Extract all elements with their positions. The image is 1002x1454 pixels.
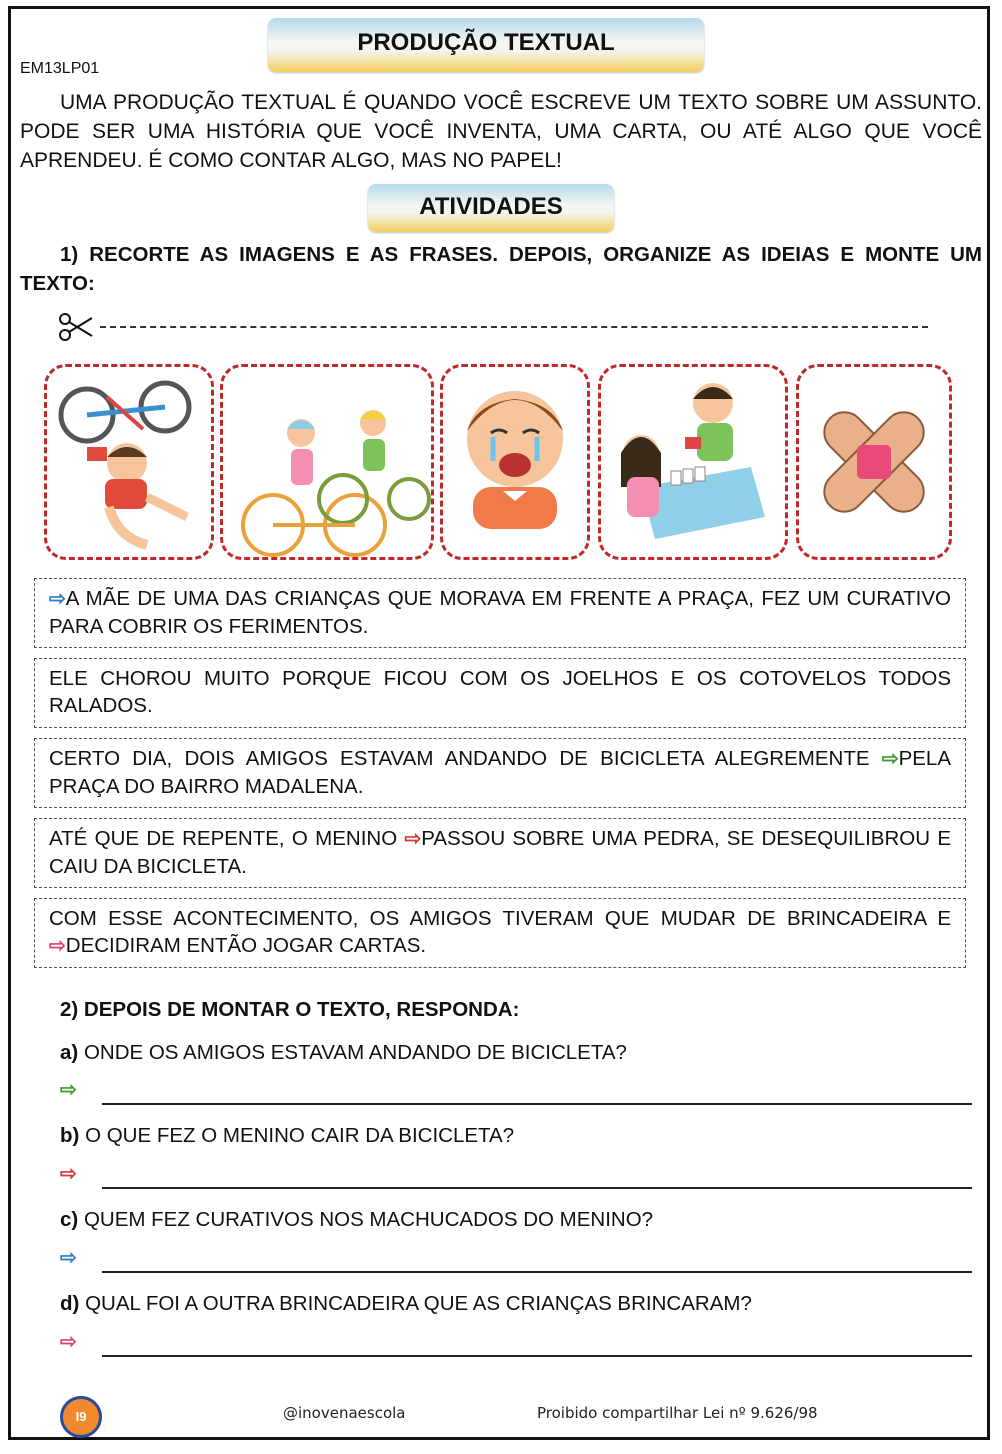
- answer-c[interactable]: [60, 1243, 972, 1273]
- boy-crying-icon: [443, 367, 587, 557]
- card-bandage[interactable]: [796, 364, 952, 560]
- sentence-box-5[interactable]: COM ESSE ACONTECIMENTO, OS AMIGOS TIVERAM QUE MUDAR DE BRINCADEIRA E ⇨DECIDIRAM ENTÃO JOGAR CARTAS.: [34, 898, 966, 968]
- question-a: a) ONDE OS AMIGOS ESTAVAM ANDANDO DE BICICLETA?: [60, 1041, 627, 1064]
- scissors-icon: [58, 312, 94, 342]
- activities-title: ATIVIDADES: [419, 193, 563, 220]
- intro-paragraph: UMA PRODUÇÃO TEXTUAL É QUANDO VOCÊ ESCREVE UM TEXTO SOBRE UM ASSUNTO. PODE SER UMA HISTÓRIA QUE VOCÊ INVENTA, UMA CARTA, OU ATÉ ALGO QUE VOCÊ APRENDEU. É COMO CONTAR ALGO, MAS NO PAPEL!: [20, 91, 982, 172]
- card-boy-crying[interactable]: [440, 364, 590, 560]
- footer-notice: Proibido compartilhar Lei nº 9.626/98: [537, 1404, 818, 1422]
- bandage-icon: [799, 367, 949, 557]
- arrow-right-icon: ⇨: [881, 748, 899, 770]
- arrow-right-icon: ⇨: [60, 1079, 77, 1101]
- question-b: b) O QUE FEZ O MENINO CAIR DA BICICLETA?: [60, 1124, 515, 1147]
- card-boy-falling[interactable]: [44, 364, 214, 560]
- arrow-right-icon: ⇨: [49, 935, 66, 957]
- cut-line: [58, 310, 928, 344]
- answer-b[interactable]: [60, 1159, 972, 1189]
- arrow-right-icon: ⇨: [60, 1247, 77, 1269]
- sentence-box-1[interactable]: ⇨A MÃE DE UMA DAS CRIANÇAS QUE MORAVA EM FRENTE A PRAÇA, FEZ UM CURATIVO PARA COBRIR OS FERIMENTOS.: [34, 578, 966, 648]
- boy-falling-off-bike-icon: [47, 367, 211, 557]
- arrow-right-icon: ⇨: [49, 588, 66, 610]
- arrow-right-icon: ⇨: [60, 1163, 77, 1185]
- answer-a[interactable]: [60, 1075, 972, 1105]
- question-1: 1) RECORTE AS IMAGENS E AS FRASES. DEPOIS, ORGANIZE AS IDEIAS E MONTE UM TEXTO:: [20, 243, 982, 295]
- activities-banner: [368, 184, 614, 232]
- kids-riding-bikes-icon: [223, 367, 431, 557]
- answer-d[interactable]: [60, 1327, 972, 1357]
- question-2-title: 2) DEPOIS DE MONTAR O TEXTO, RESPONDA:: [60, 998, 520, 1021]
- sentence-box-4[interactable]: ATÉ QUE DE REPENTE, O MENINO ⇨PASSOU SOBRE UMA PEDRA, SE DESEQUILIBROU E CAIU DA BICICLETA.: [34, 818, 966, 888]
- footer-handle: @inovenaescola: [283, 1404, 406, 1422]
- logo-badge: I9: [60, 1396, 102, 1438]
- card-kids-cards[interactable]: [598, 364, 788, 560]
- skill-code: EM13LP01: [20, 60, 100, 77]
- card-kids-riding[interactable]: [220, 364, 434, 560]
- title-banner: [268, 18, 704, 72]
- sentence-box-2[interactable]: ELE CHOROU MUITO PORQUE FICOU COM OS JOELHOS E OS COTOVELOS TODOS RALADOS.: [34, 658, 966, 728]
- sentence-box-3[interactable]: CERTO DIA, DOIS AMIGOS ESTAVAM ANDANDO DE BICICLETA ALEGREMENTE ⇨PELA PRAÇA DO BAIRRO MADALENA.: [34, 738, 966, 808]
- kids-playing-cards-icon: [601, 367, 785, 557]
- question-d: d) QUAL FOI A OUTRA BRINCADEIRA QUE AS CRIANÇAS BRINCARAM?: [60, 1292, 752, 1315]
- answer-line[interactable]: [102, 1271, 972, 1273]
- arrow-right-icon: ⇨: [60, 1331, 77, 1353]
- page-title: PRODUÇÃO TEXTUAL: [357, 29, 615, 56]
- arrow-right-icon: ⇨: [404, 828, 422, 850]
- answer-line[interactable]: [102, 1355, 972, 1357]
- answer-line[interactable]: [102, 1187, 972, 1189]
- answer-line[interactable]: [102, 1103, 972, 1105]
- question-c: c) QUEM FEZ CURATIVOS NOS MACHUCADOS DO MENINO?: [60, 1208, 654, 1231]
